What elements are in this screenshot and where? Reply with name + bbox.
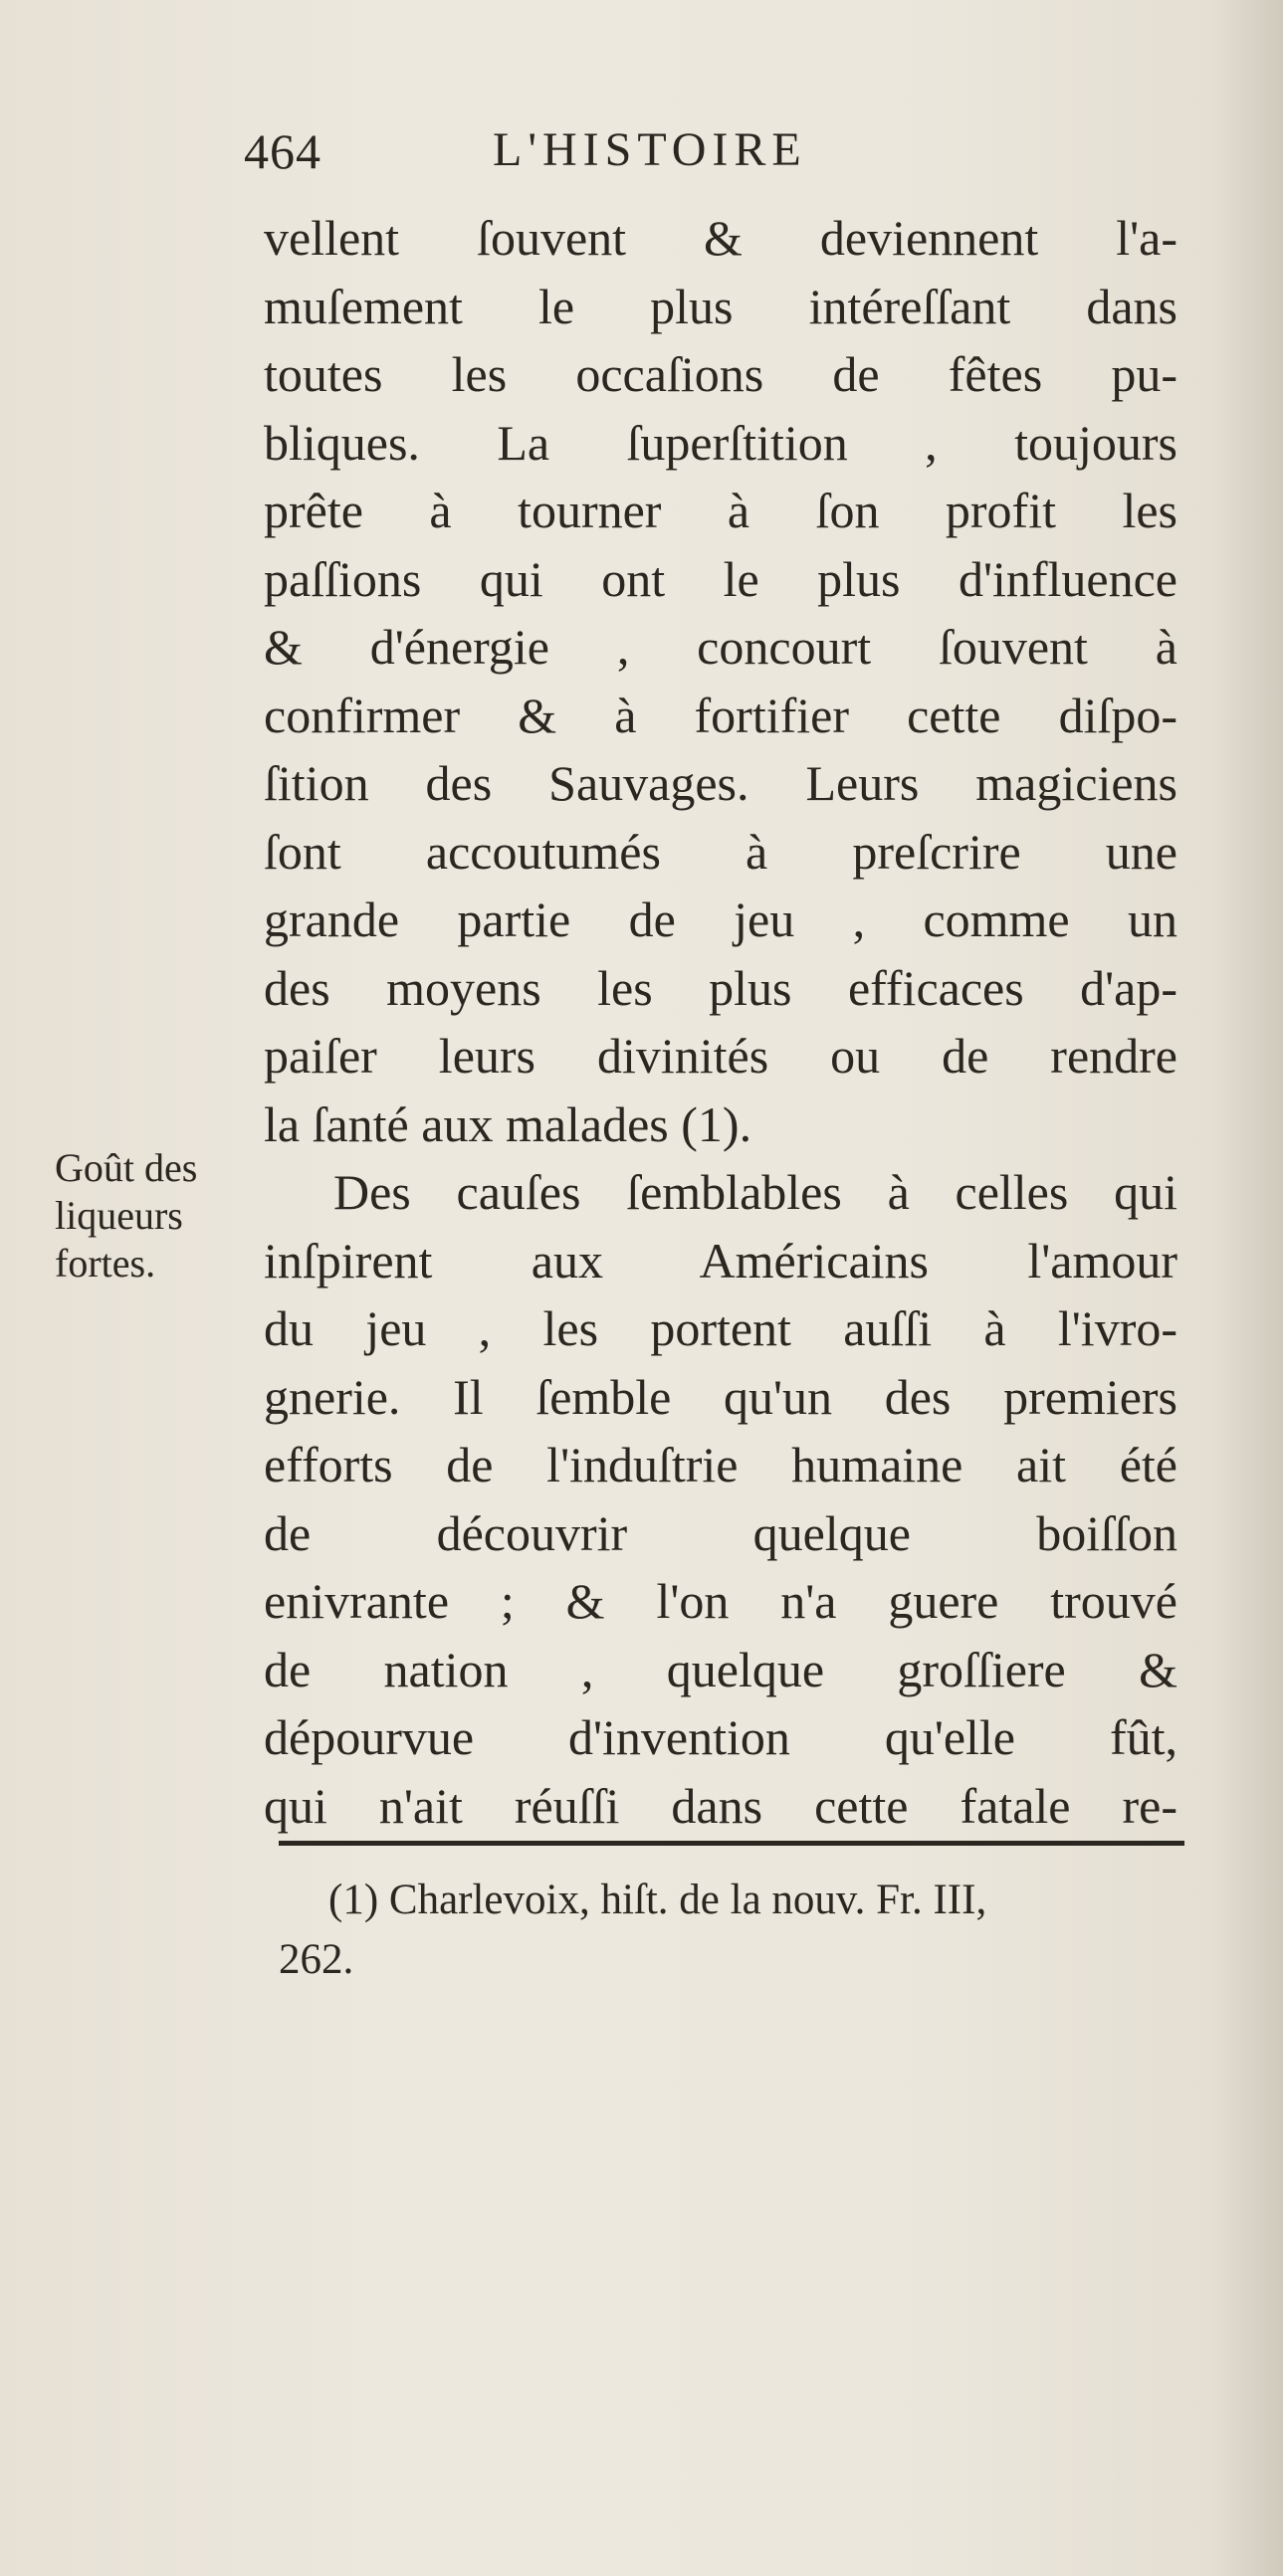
text-line: efforts de l'induſtrie humaine ait été	[264, 1437, 1177, 1492]
text-line: grande partie de jeu , comme un	[264, 892, 1177, 947]
margin-note-line: fortes.	[55, 1241, 156, 1286]
text-line: confirmer & à fortifier cette diſpo-	[264, 687, 1177, 743]
text-line: des moyens les plus efficaces d'ap-	[264, 959, 1177, 1016]
text-line: vellent ſouvent & deviennent l'a-	[264, 210, 1177, 266]
margin-note-line: liqueurs	[55, 1193, 183, 1238]
text-line: bliques. La ſuperſtition , toujours	[264, 414, 1177, 471]
text-line: enivrante ; & l'on n'a guere trouvé	[264, 1573, 1177, 1629]
text-line: & d'énergie , concourt ſouvent à	[264, 619, 1177, 675]
text-line: qui n'ait réuſſi dans cette fatale re-	[264, 1777, 1177, 1834]
footnote-line: (1) Charlevoix, hiſt. de la nouv. Fr. III,	[328, 1877, 987, 1923]
text-line: ſition des Sauvages. Leurs magiciens	[264, 755, 1177, 811]
text-line: muſement le plus intéreſſant dans	[264, 278, 1177, 334]
text-line: de nation , quelque groſſiere &	[264, 1641, 1177, 1697]
body-text	[264, 204, 1177, 1840]
text-line: la ſanté aux malades (1).	[264, 1095, 752, 1152]
page-edge-shadow	[1213, 0, 1283, 2576]
text-line: toutes les occaſions de fêtes pu-	[264, 346, 1177, 402]
text-line: de découvrir quelque boiſſon	[264, 1504, 1177, 1561]
text-line: dépourvue d'invention qu'elle fût,	[264, 1709, 1177, 1765]
text-line: ſont accoutumés à preſcrire une	[264, 823, 1177, 880]
text-line: prête à tourner à ſon profit les	[264, 483, 1177, 538]
footnote-rule	[279, 1841, 1184, 1846]
running-head: L'HISTOIRE	[493, 123, 807, 176]
text-line: paiſer leurs divinités ou de rendre	[264, 1028, 1177, 1084]
footnote	[279, 1871, 1204, 1990]
page-number: 464	[244, 123, 321, 179]
text-line: paſſions qui ont le plus d'influence	[264, 550, 1177, 607]
text-line: Des cauſes ſemblables à celles qui	[333, 1164, 1177, 1220]
text-line: du jeu , les portent auſſi à l'ivro-	[264, 1300, 1177, 1356]
text-line: inſpirent aux Américains l'amour	[264, 1232, 1177, 1288]
margin-note-line: Goût des	[55, 1145, 198, 1190]
text-line: gnerie. Il ſemble qu'un des premiers	[264, 1368, 1177, 1425]
margin-note	[55, 1144, 254, 1288]
footnote-line: 262.	[279, 1936, 354, 1983]
page-header	[244, 122, 970, 192]
